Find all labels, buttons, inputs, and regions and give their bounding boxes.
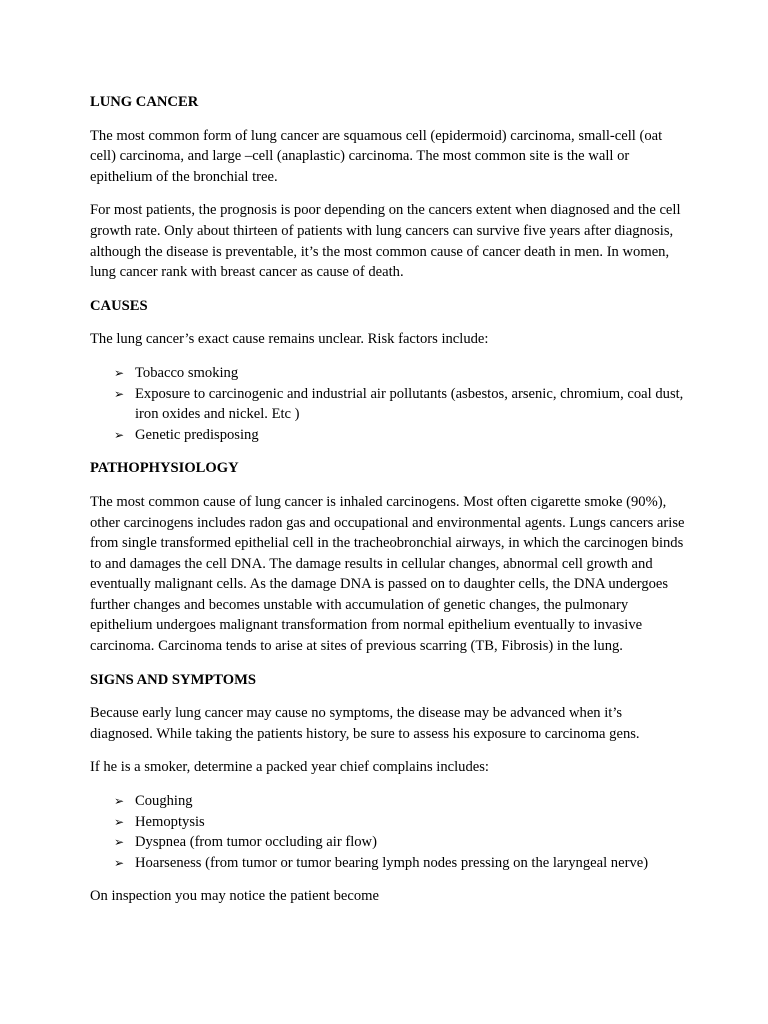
intro-paragraph-1: The most common form of lung cancer are squamous cell (epidermoid) carcinoma, small-cell (oat cell) carcinoma, and large –cell (anaplastic) carcinoma. The most common site is the wall or epithelium of the bronchial tree. [90,127,663,185]
list-item [90,363,686,384]
list-item [90,832,686,853]
list-item [90,425,686,446]
list-item [90,384,686,425]
arrowhead-bullet-icon: ➢ [114,835,125,850]
list-item-text: Coughing [135,793,193,810]
intro-paragraph-2: For most patients, the prognosis is poor depending on the cancers extent when diagnosed and the cell growth rate. Only about thirteen of patients with lung cancers can survive five years after diagnosis, although the disease is preventable, it’s the most common cause of cancer death in men. In women, lung cancer rank with breast cancer as cause of death. [90,202,681,281]
signs-heading: SIGNS AND SYMPTOMS [90,671,256,688]
pathophysiology-paragraph: The most common cause of lung cancer is inhaled carcinogens. Most often cigarette smoke (90%), other carcinogens includes radon gas and occupational and environmental agents. Lungs cancers arise from single transformed epithelial cell in the tracheobronchial airways, in which the carcinogen binds to and damages the cell DNA. The damage results in cellular changes, abnormal cell growth and eventually malignant cells. As the damage DNA is passed on to daughter cells, the DNA undergoes further changes and becomes unstable with accumulation of genetic changes, the pulmonary epithelium undergoes malignant transformation from normal epithelium eventually to invasive carcinoma. Carcinoma tends to arise at sites of previous scarring (TB, Fibrosis) in the lung. [90,493,685,655]
signs-paragraph-2: If he is a smoker, determine a packed year chief complains includes: [90,759,489,776]
causes-lead: The lung cancer’s exact cause remains unclear. Risk factors include: [90,331,489,348]
list-item-text: Genetic predisposing [135,426,259,443]
list-item-text: Dyspnea (from tumor occluding air flow) [135,834,377,851]
list-item-text: Exposure to carcinogenic and industrial air pollutants (asbestos, arsenic, chromium, coal dust, iron oxides and nickel. Etc ) [135,385,684,423]
arrowhead-bullet-icon: ➢ [114,794,125,809]
closing-paragraph: On inspection you may notice the patient become [90,888,379,905]
list-item [90,812,686,833]
list-item-text: Hemoptysis [135,813,205,830]
causes-list [90,363,686,445]
list-item-text: Hoarseness (from tumor or tumor bearing lymph nodes pressing on the laryngeal nerve) [135,854,649,871]
arrowhead-bullet-icon: ➢ [114,814,125,829]
pathophysiology-heading: PATHOPHYSIOLOGY [90,460,239,477]
causes-heading: CAUSES [90,297,148,314]
symptoms-list [90,791,686,873]
list-item [90,791,686,812]
document-title: LUNG CANCER [90,94,199,110]
signs-paragraph-1: Because early lung cancer may cause no symptoms, the disease may be advanced when it’s diagnosed. While taking the patients history, be sure to assess his exposure to carcinoma gens. [90,705,640,742]
arrowhead-bullet-icon: ➢ [114,855,125,870]
arrowhead-bullet-icon: ➢ [114,427,125,442]
list-item [90,853,686,874]
arrowhead-bullet-icon: ➢ [114,365,125,380]
arrowhead-bullet-icon: ➢ [114,386,125,401]
list-item-text: Tobacco smoking [135,364,239,381]
document-page [90,92,686,920]
